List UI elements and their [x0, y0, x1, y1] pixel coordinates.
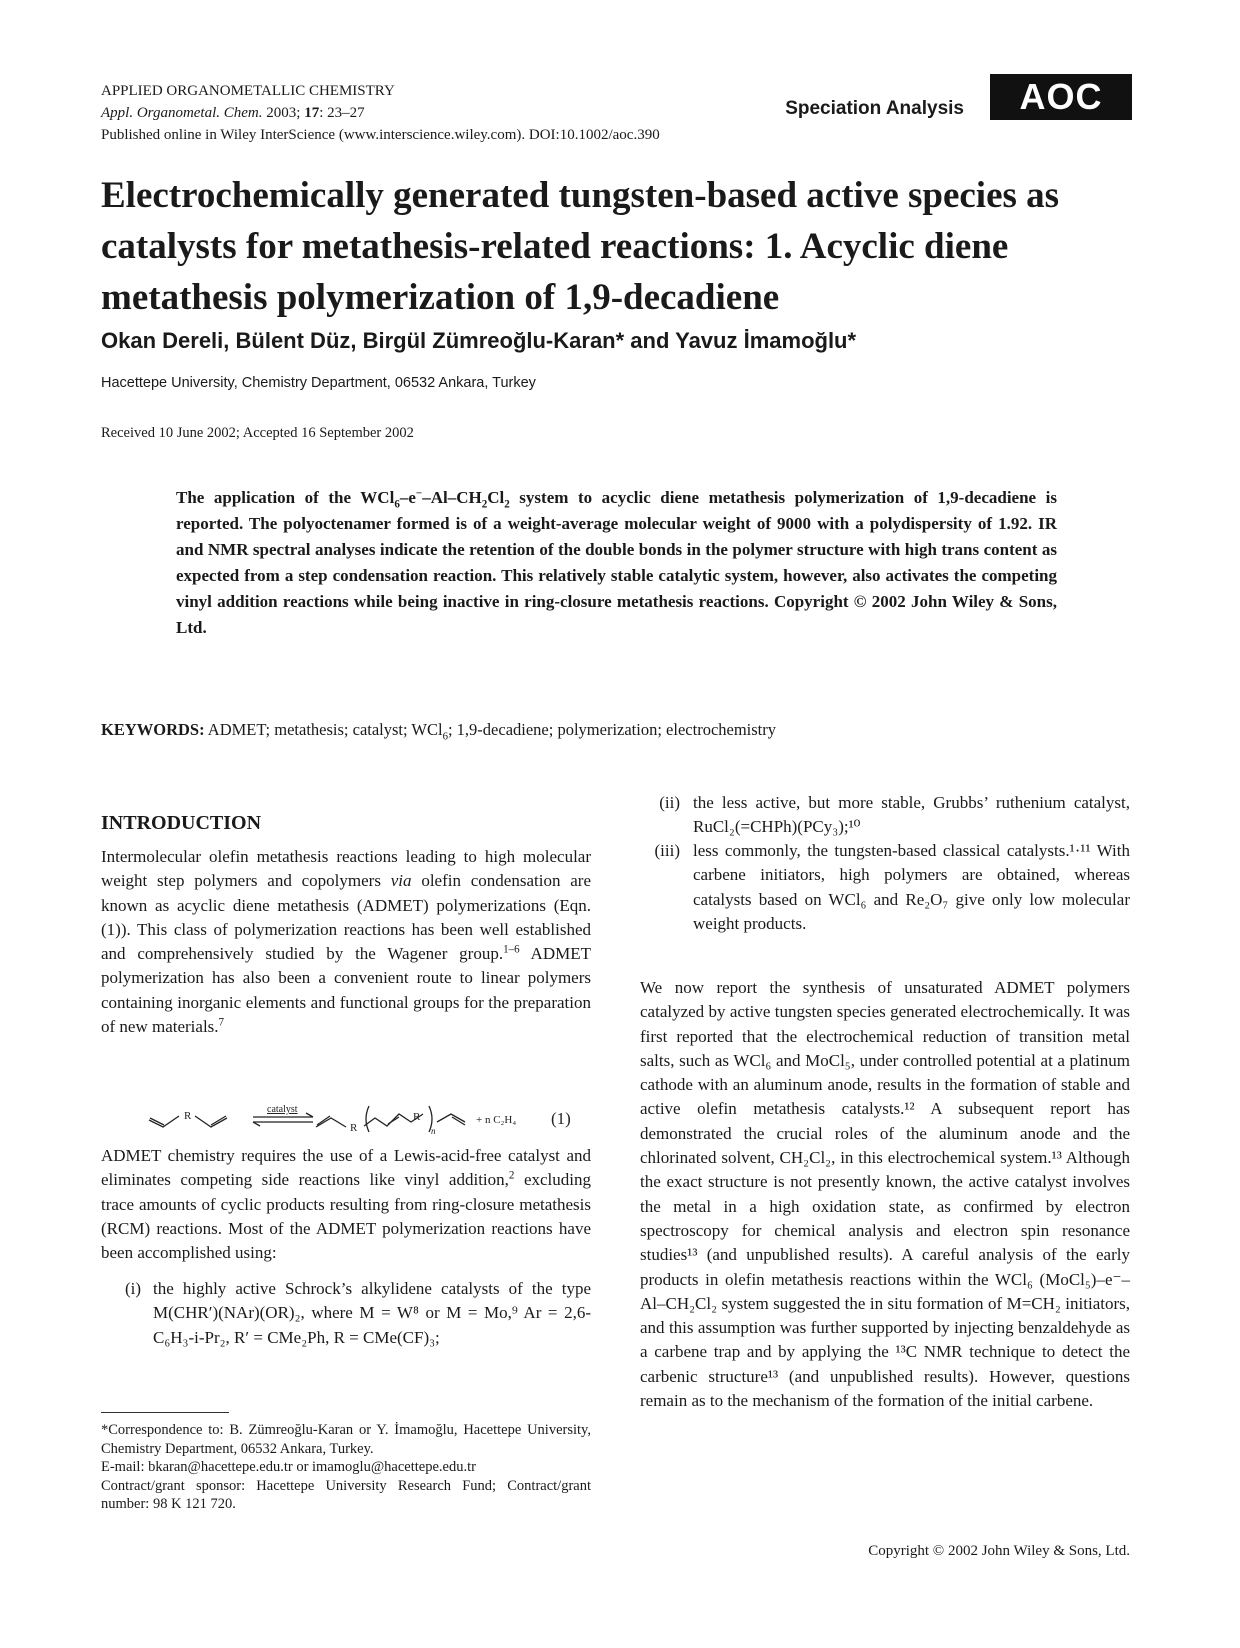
article-title: Electrochemically generated tungsten-based active species as catalysts for metathesis-related reactions: 1. Acyclic diene metathesis polymerization of 1,9-decadiene — [101, 175, 1060, 318]
list-text: the highly active Schrock’s alkylidene catalysts of the type M(CHR′)(NAr)(OR)₂, where M = W⁸ or M = Mo,⁹ Ar = 2,6-C₆H₃-i-Pr₂, R′ = CMe₂Ph, R = CMe(CF)₃; — [153, 1279, 591, 1347]
list-text: the less active, but more stable, Grubbs’ ruthenium catalyst, RuCl₂(=CHPh)(PCy₃);¹⁰ — [693, 793, 1130, 837]
monomer-r: R — [184, 1110, 192, 1122]
list-text: less commonly, the tungsten-based classical catalysts.¹·¹¹ With carbene initiators, high polymers are obtained, whereas catalysts based on WCl₆ and Re₂O₇ give only low molecular weight products. — [693, 841, 1130, 933]
abstract: The application of the $WCl_6-e^--Al-CH_2Cl_2$ system to acyclic diene metathesis polymerization of 1,9-decadiene is reported. The polyoctenamer formed is of a weight-average molecular weight of 9000 with a polydispersity of 1.92. IR and NMR spectral analyses indicate the retention of the double bonds in the polymer structure with high trans content as expected from a step condensation reaction. This relatively stable catalytic system, however, also activates the competing vinyl addition reactions while being inactive in ring-closure metathesis reactions. Copyright © 2002 John Wiley & Sons, Ltd. — [176, 487, 1057, 637]
section-label: Speciation Analysis — [785, 98, 964, 119]
intro-paragraph-1: Intermolecular olefin metathesis reactions leading to high molecular weight step polymers and copolymers via olefin condensation are known as acyclic diene metathesis (ADMET) polymerizations (Eqn. (1)). This class of polymerization reactions has been well established and comprehensively studied by the Wagener group.$^{1-6}$ ADMET polymerization has also been a convenient route to linear polymers containing inorganic elements and functional groups for the preparation of new materials.$^7$ — [101, 847, 592, 1037]
repeat-n: n — [431, 1126, 436, 1136]
journal-citation: Appl. Organometal. Chem. 2003; 17: 23–27 — [101, 105, 365, 121]
journal-name: APPLIED ORGANOMETALLIC CHEMISTRY — [101, 83, 395, 99]
keywords-label: KEYWORDS: — [101, 720, 205, 739]
monomer-left-chain — [149, 1116, 179, 1127]
received-dates: Received 10 June 2002; Accepted 16 September 2002 — [101, 425, 414, 441]
equation-1 — [101, 1094, 591, 1136]
keywords: KEYWORDS: ADMET; metathesis; catalyst; WCl$_6$; 1,9-decadiene; polymerization; electrochemistry — [101, 720, 777, 743]
intro-paragraph-3: We now report the synthesis of unsaturated ADMET polymers catalyzed by active tungsten species generated electrochemically. It was first reported that the electrochemical reduction of transition metal salts, such as WCl₆ and MoCl₅, under controlled potential at a platinum cathode with an aluminum anode, results in the formation of stable and active olefin metathesis catalysts.¹² A subsequent report has demonstrated the crucial roles of the aluminum anode and the chlorinated solvent, CH₂Cl₂, in this electrochemical system.¹³ Although the exact structure is not presently known, the active catalyst involves the metal in a high oxidation state, as confirmed by electron spectroscopy for chemical analysis and electron spin resonance studies¹³ (and unpublished results). A careful analysis of the early products in olefin metathesis reactions within the WCl₆ (MoCl₅)–e⁻–Al–CH₂Cl₂ system suggested the in situ formation of M=CH₂ initiators, and this assumption was further supported by injecting benzaldehyde as a carbene trap and by applying the ¹³C NMR technique to detect the carbenic structure¹³ (and unpublished results). However, questions remain as to the mechanism of the formation of the initial carbene. — [640, 978, 1130, 1411]
email-note: E-mail: bkaran@hacettepe.edu.tr or imamoglu@hacettepe.edu.tr — [101, 1459, 476, 1475]
left-bracket — [366, 1106, 369, 1132]
intro-paragraph-2: ADMET chemistry requires the use of a Lewis-acid-free catalyst and eliminates competing side reactions like vinyl addition,$^2$ excluding trace amounts of cyclic products resulting from ring-closure metathesis (RCM) reactions. Most of the ADMET polymerization reactions have been accomplished using: — [101, 1146, 591, 1263]
footnote-rule — [101, 1412, 229, 1413]
list-number: (ii) — [659, 793, 680, 812]
list-number: (iii) — [654, 841, 680, 860]
footer-copyright: Copyright © 2002 John Wiley & Sons, Ltd. — [868, 1543, 1130, 1559]
polymer-r1: R — [350, 1122, 358, 1134]
catalyst-label: catalyst — [267, 1104, 298, 1115]
published-line: Published online in Wiley InterScience (www.interscience.wiley.com). DOI:10.1002/aoc.390 — [101, 127, 660, 143]
polymer-end — [437, 1114, 465, 1122]
aoc-logo: AOC — [990, 74, 1132, 120]
affiliation: Hacettepe University, Chemistry Department, 06532 Ankara, Turkey — [101, 375, 536, 391]
grant-note: Contract/grant sponsor: Hacettepe University Research Fund; Contract/grant number: 98 K 121 720. — [101, 1477, 591, 1512]
equation-number: (1) — [551, 1109, 571, 1128]
footnotes — [101, 1421, 591, 1514]
ethylene-product: + n C₂H₄ — [476, 1114, 517, 1126]
author-list: Okan Dereli, Bülent Düz, Birgül Zümreoğlu-Karan* and Yavuz İmamoğlu* — [101, 328, 857, 353]
correspondence-note: *Correspondence to: B. Zümreoğlu-Karan or Y. İmamoğlu, Hacettepe University, Chemistry Department, 06532 Ankara, Turkey. — [101, 1422, 591, 1457]
section-heading-introduction: INTRODUCTION — [101, 812, 262, 834]
journal-header — [101, 80, 660, 146]
list-number: (i) — [125, 1279, 142, 1298]
polymer-r2: R — [413, 1111, 421, 1123]
